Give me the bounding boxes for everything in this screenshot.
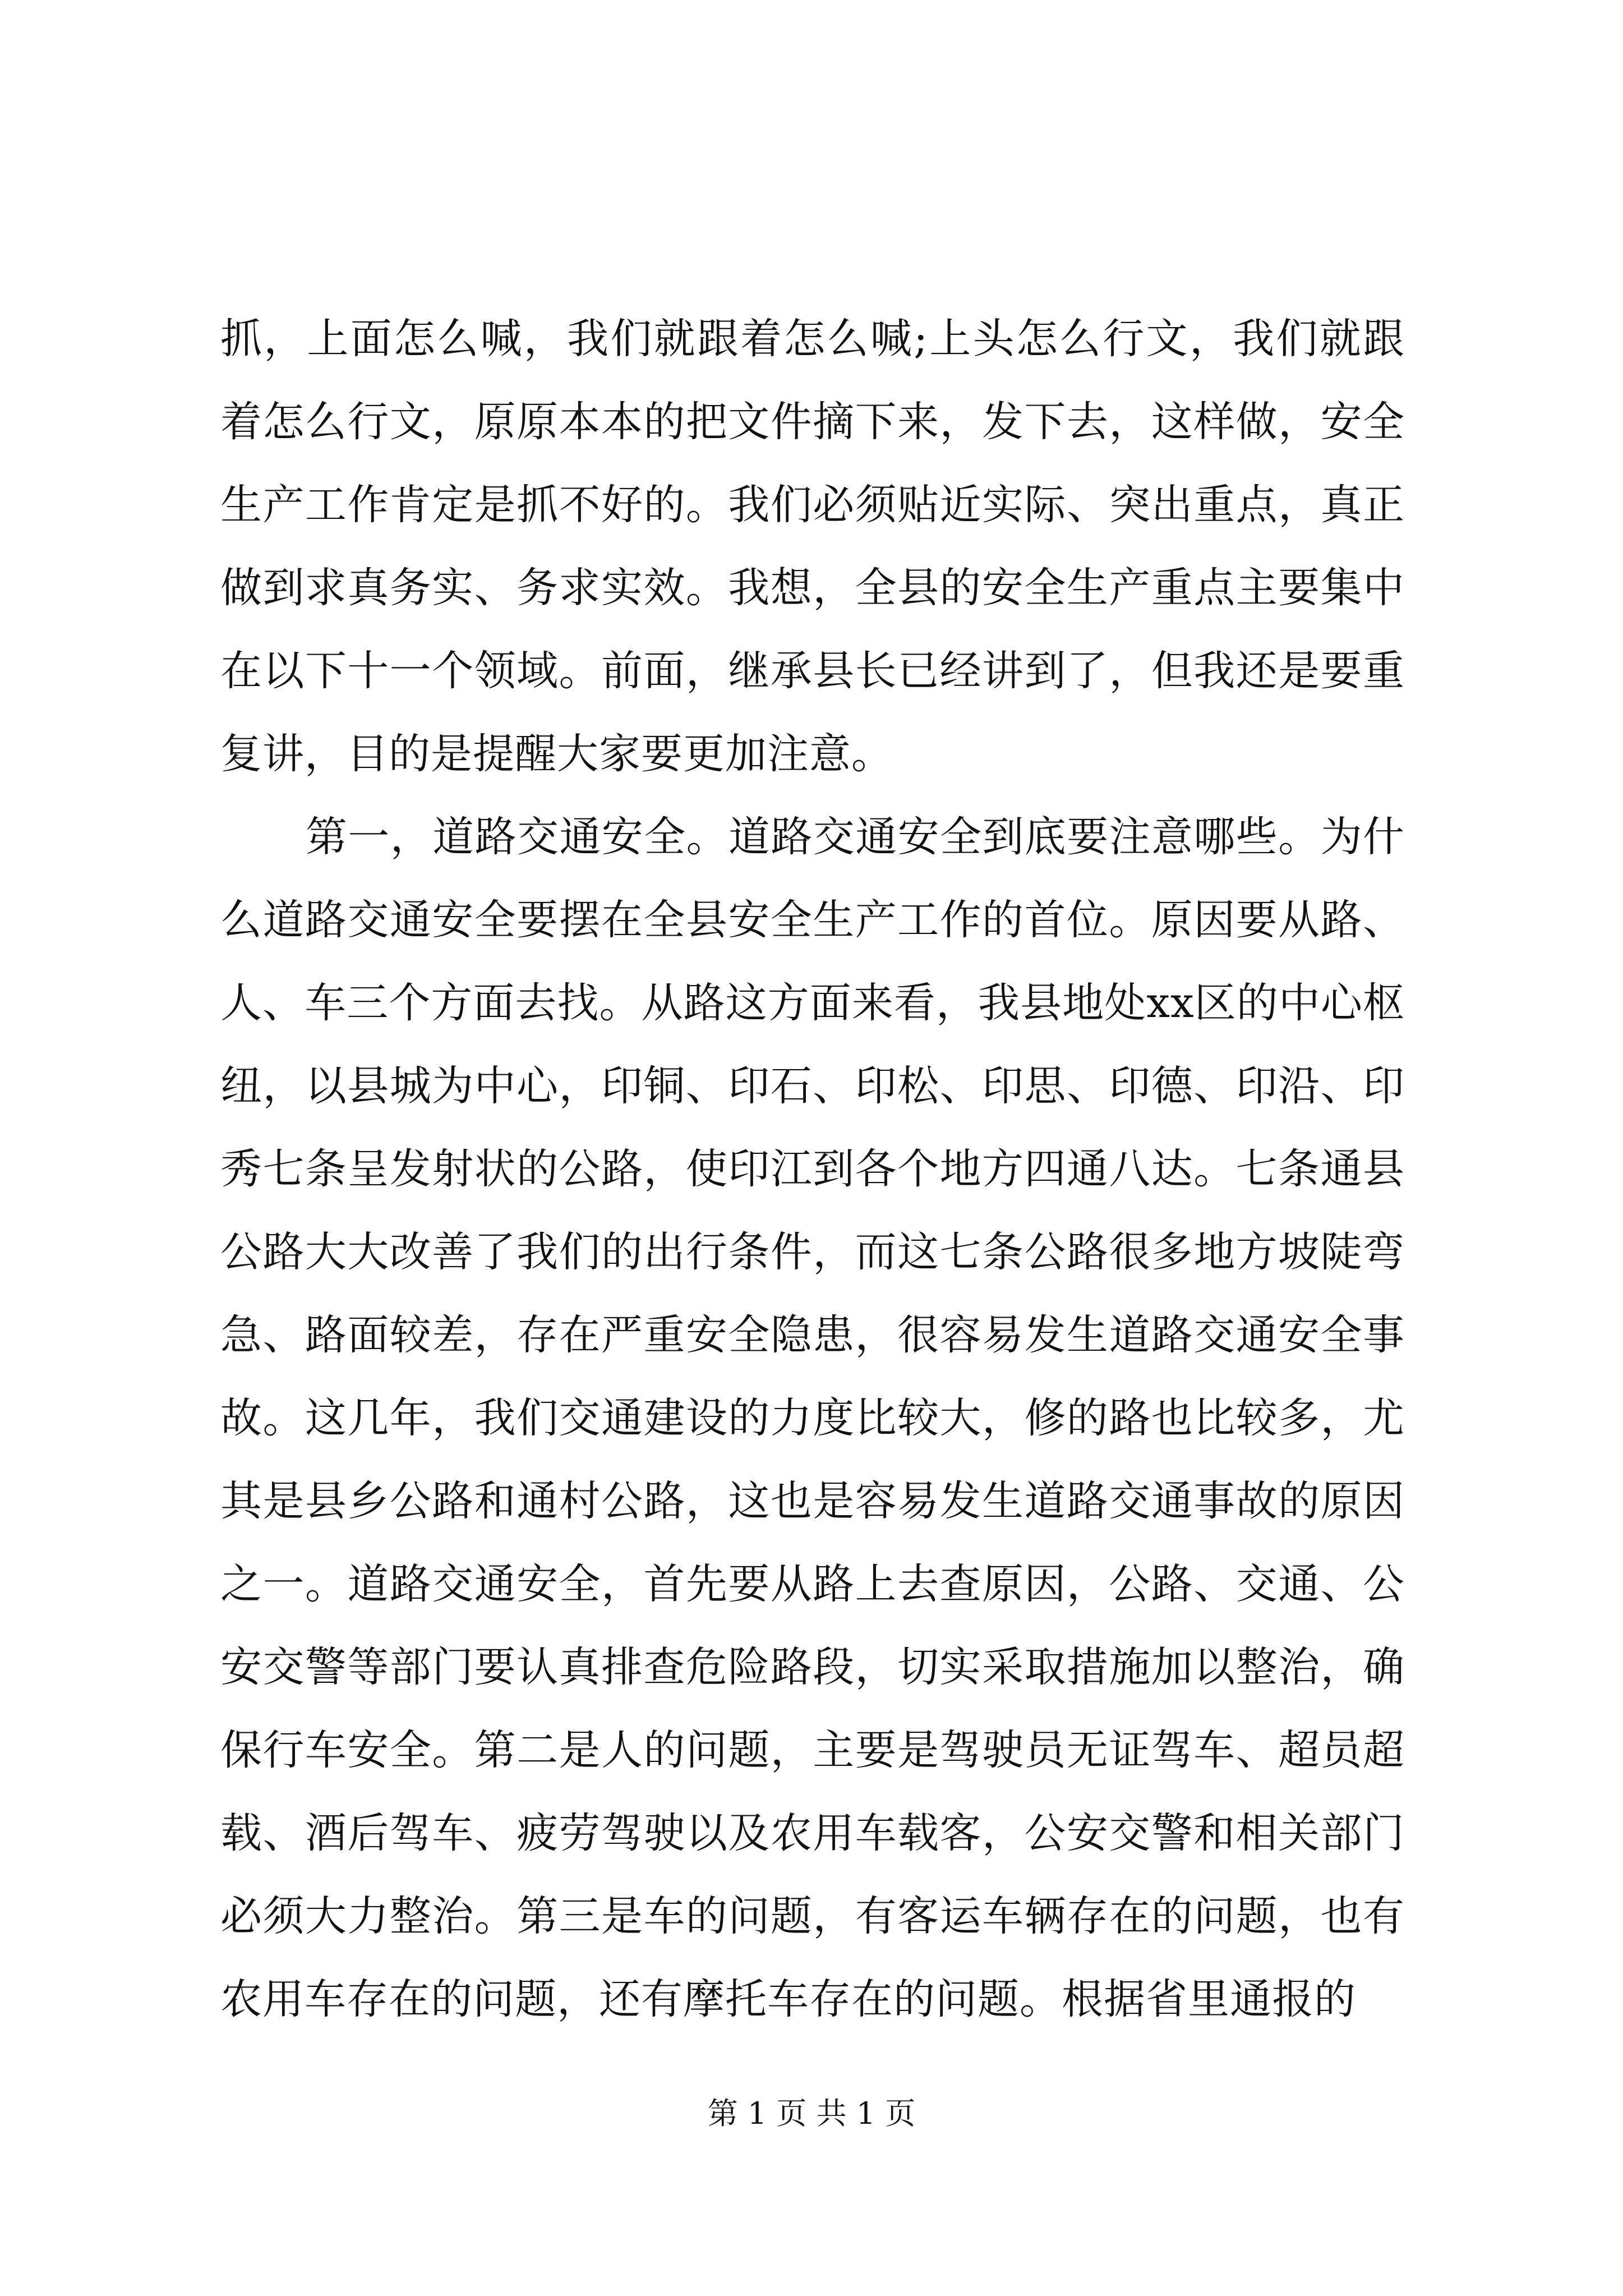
paragraph-2: 第一，道路交通安全。道路交通安全到底要注意哪些。为什么道路交通安全要摆在全县安全生产工作的首位。原因要从路、人、车三个方面去找。从路这方面来看，我县地处xx区的中心枢纽，以县城为中心，印铜、印石、印松、印思、印德、印沿、印秀七条呈发射状的公路，使印江到各个地方四通八达。七条通县公路大大改善了我们的出行条件，而这七条公路很多地方坡陡弯急、路面较差，存在严重安全隐患，很容易发生道路交通安全事故。这几年，我们交通建设的力度比较大，修的路也比较多，尤其是县乡公路和通村公路，这也是容易发生道路交通事故的原因之一。道路交通安全，首先要从路上去查原因，公路、交通、公安交警等部门要认真排查危险路段，切实采取措施加以整治，确保行车安全。第二是人的问题，主要是驾驶员无证驾车、超员超载、酒后驾车、疲劳驾驶以及农用车载客，公安交警和相关部门必须大力整治。第三是车的问题，有客运车辆存在的问题，也有农用车存在的问题，还有摩托车存在的问题。根据省里通报的 — [220, 813, 1405, 2023]
page-footer: 第 1 页 共 1 页 — [707, 2096, 916, 2131]
body-text — [220, 297, 1405, 2041]
paragraph-1: 抓，上面怎么喊，我们就跟着怎么喊;上头怎么行文，我们就跟着怎么行文，原原本本的把文件摘下来，发下去，这样做，安全生产工作肯定是抓不好的。我们必须贴近实际、突出重点，真正做到求真务实、务求实效。我想，全县的安全生产重点主要集中在以下十一个领域。前面，继承县长已经讲到了，但我还是要重复讲，目的是提醒大家要更加注意。 — [220, 315, 1405, 778]
